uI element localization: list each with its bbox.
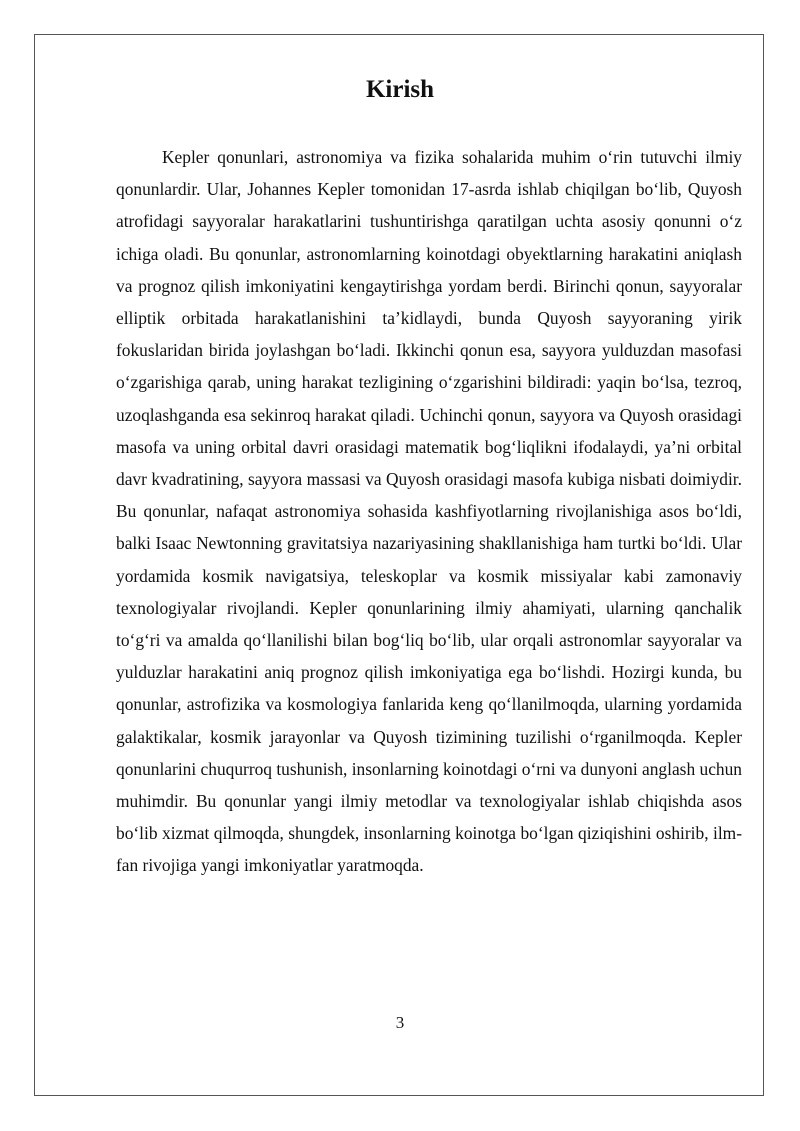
body-paragraph: Kepler qonunlari, astronomiya va fizika sohalarida muhim o‘rin tutuvchi ilmiy qonunlardir. Ular, Johannes Kepler tomonidan 17-asrda ishlab chiqilgan bo‘lib, Quyosh atrofidagi sayyoralar harakatlarini tushuntirishga qaratilgan uchta asosiy qonunni o‘z ichiga oladi. Bu qonunlar, astronomlarning koinotdagi obyektlarning harakatini aniqlash va prognoz qilish imkoniyatini kengaytirishga yordam berdi. Birinchi qonun, sayyoralar elliptik orbitada harakatlanishini ta’kidlaydi, bunda Quyosh sayyoraning yirik fokuslaridan birida joylashgan bo‘ladi. Ikkinchi qonun esa, sayyora yulduzdan masofasi o‘zgarishiga qarab, uning harakat tezligining o‘zgarishini bildiradi: yaqin bo‘lsa, tezroq, uzoqlashganda esa sekinroq harakat qiladi. Uchinchi qonun, sayyora va Quyosh orasidagi masofa va uning orbital davri orasidagi matematik bog‘liqlikni ifodalaydi, ya’ni orbital davr kvadratining, sayyora massasi va Quyosh orasidagi masofa kubiga nisbati doimiydir. Bu qonunlar, nafaqat astronomiya sohasida kashfiyotlarning rivojlanishiga asos bo‘ldi, balki Isaac Newtonning gravitatsiya nazariyasining shakllanishiga ham turtki bo‘ldi. Ular yordamida kosmik navigatsiya, teleskoplar va kosmik missiyalar kabi zamonaviy texnologiyalar rivojlandi. Kepler qonunlarining ilmiy ahamiyati, ularning qanchalik to‘g‘ri va amalda qo‘llanilishi bilan bog‘liq bo‘lib, ular orqali astronomlar sayyoralar va yulduzlar harakatini aniq prognoz qilish imkoniyatiga ega bo‘lishdi. Hozirgi kunda, bu qonunlar, astrofizika va kosmologiya fanlarida keng qo‘llanilmoqda, ularning yordamida galaktikalar, kosmik jarayonlar va Quyosh tizimining tuzilishi o‘rganilmoqda. Kepler qonunlarini chuqurroq tushunish, insonlarning koinotdagi o‘rni va dunyoni anglash uchun muhimdir. Bu qonunlar yangi ilmiy metodlar va texnologiyalar ishlab chiqishda asos bo‘lib xizmat qilmoqda, shungdek, insonlarning koinotga bo‘lgan qiziqishini oshirib, ilm-fan rivojiga yangi imkoniyatlar yaratmoqda. xyxy=(116,147,742,876)
page-number: 3 xyxy=(395,1013,405,1032)
page-title: Kirish xyxy=(365,76,435,103)
